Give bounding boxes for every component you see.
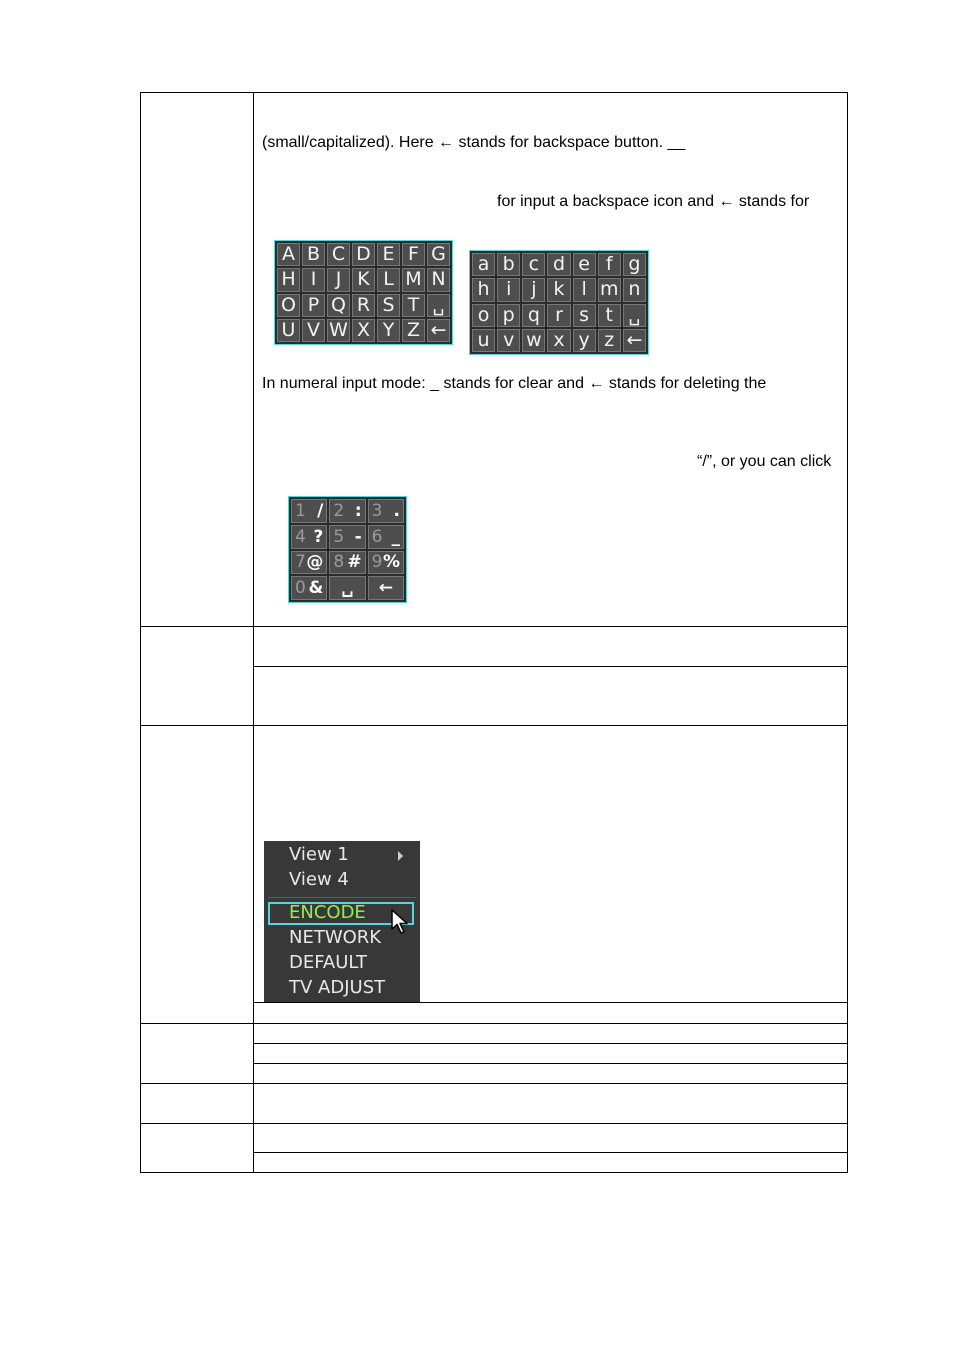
uppercase-key[interactable]: E — [377, 243, 400, 266]
lowercase-key[interactable]: t — [598, 304, 621, 327]
uppercase-key[interactable]: G — [427, 243, 450, 266]
text-line-backspace-icon: for input a backspace icon and ← stands for — [497, 193, 810, 210]
uppercase-key[interactable]: M — [402, 268, 425, 291]
uppercase-keyboard — [274, 240, 453, 345]
lowercase-key[interactable]: l — [573, 278, 596, 301]
numeric-key-digit: 9 — [371, 552, 383, 573]
numeric-key-symbol: % — [382, 552, 400, 573]
lowercase-key[interactable]: h — [472, 278, 495, 301]
text-line-numeral-mode: In numeral input mode: _ stands for clear and ← stands for deleting the — [262, 375, 767, 392]
numeric-key-symbol: ← — [378, 578, 393, 599]
lowercase-key[interactable]: k — [547, 278, 570, 301]
lowercase-key[interactable]: ← — [623, 329, 646, 352]
lowercase-key[interactable]: n — [623, 278, 646, 301]
lowercase-key[interactable]: e — [573, 253, 596, 276]
uppercase-key[interactable]: D — [352, 243, 375, 266]
lowercase-key[interactable]: u — [472, 329, 495, 352]
uppercase-key[interactable]: V — [302, 319, 325, 342]
uppercase-key[interactable]: L — [377, 268, 400, 291]
menu-separator — [268, 897, 416, 898]
lowercase-key[interactable]: d — [547, 253, 570, 276]
lowercase-key[interactable]: q — [522, 304, 545, 327]
uppercase-key[interactable]: J — [327, 268, 350, 291]
lowercase-key[interactable]: b — [497, 253, 520, 276]
uppercase-key[interactable]: R — [352, 294, 375, 317]
numeric-key-digit: 1 — [295, 500, 306, 521]
uppercase-key[interactable]: T — [402, 294, 425, 317]
uppercase-key[interactable]: H — [277, 268, 300, 291]
numeric-key[interactable] — [329, 525, 365, 549]
lowercase-key[interactable]: s — [573, 304, 596, 327]
lowercase-key[interactable]: x — [547, 329, 570, 352]
numeric-key-symbol: - — [354, 526, 362, 547]
numeric-key-digit: 5 — [333, 526, 345, 547]
numeric-key-digit: 3 — [371, 500, 383, 521]
mouse-cursor-icon — [391, 909, 411, 937]
numeric-key-symbol: / — [317, 500, 324, 521]
uppercase-key[interactable]: A — [277, 243, 300, 266]
numeric-key-symbol: & — [308, 578, 324, 599]
lowercase-key[interactable]: o — [472, 304, 495, 327]
numeric-key[interactable] — [368, 576, 404, 600]
numeric-key-digit: 6 — [371, 526, 383, 547]
menu-item-view-4[interactable]: View 4 — [289, 869, 349, 890]
text-line-backspace: (small/capitalized). Here ← stands for backspace button. __ — [262, 134, 686, 151]
numeric-key[interactable] — [291, 499, 327, 523]
lowercase-key[interactable]: z — [598, 329, 621, 352]
lowercase-key[interactable]: i — [497, 278, 520, 301]
numeric-key-symbol: . — [393, 500, 400, 521]
numeric-key[interactable] — [329, 499, 365, 523]
lowercase-keyboard — [469, 250, 649, 355]
numeric-key[interactable] — [291, 576, 327, 600]
menu-item-view-1[interactable]: View 1 — [289, 844, 349, 865]
uppercase-key[interactable]: Z — [402, 319, 425, 342]
numeric-key[interactable] — [368, 525, 404, 549]
numeric-key[interactable] — [329, 551, 365, 575]
numeric-key-symbol: ? — [313, 526, 324, 547]
menu-item-tv-adjust[interactable]: TV ADJUST — [289, 977, 386, 998]
numeric-key[interactable] — [291, 525, 327, 549]
uppercase-key[interactable]: C — [327, 243, 350, 266]
numeric-key[interactable] — [329, 576, 365, 600]
uppercase-key[interactable]: S — [377, 294, 400, 317]
uppercase-key[interactable]: ␣ — [427, 294, 450, 317]
lowercase-key[interactable]: g — [623, 253, 646, 276]
lowercase-key[interactable]: a — [472, 253, 495, 276]
numeric-keyboard — [288, 496, 407, 603]
lowercase-key[interactable]: m — [598, 278, 621, 301]
context-menu — [264, 841, 420, 1002]
lowercase-key[interactable]: c — [522, 253, 545, 276]
uppercase-key[interactable]: ← — [427, 319, 450, 342]
numeric-key-digit: 8 — [333, 552, 345, 573]
uppercase-key[interactable]: W — [327, 319, 350, 342]
numeric-key-digit: 0 — [295, 578, 306, 599]
uppercase-key[interactable]: X — [352, 319, 375, 342]
lowercase-key[interactable]: y — [573, 329, 596, 352]
uppercase-key[interactable]: N — [427, 268, 450, 291]
uppercase-key[interactable]: I — [302, 268, 325, 291]
numeric-key[interactable] — [368, 551, 404, 575]
uppercase-key[interactable]: Q — [327, 294, 350, 317]
uppercase-key[interactable]: O — [277, 294, 300, 317]
uppercase-key[interactable]: B — [302, 243, 325, 266]
lowercase-key[interactable]: j — [522, 278, 545, 301]
numeric-key-symbol: ␣ — [341, 578, 354, 599]
uppercase-key[interactable]: Y — [377, 319, 400, 342]
lowercase-key[interactable]: v — [497, 329, 520, 352]
text-line-slash: “/”, or you can click — [697, 453, 832, 470]
numeric-key[interactable] — [368, 499, 404, 523]
uppercase-key[interactable]: F — [402, 243, 425, 266]
menu-item-network[interactable]: NETWORK — [289, 927, 382, 948]
lowercase-key[interactable]: ␣ — [623, 304, 646, 327]
submenu-arrow-icon — [398, 851, 403, 861]
numeric-key-digit: 7 — [295, 552, 306, 573]
numeric-key-symbol: # — [347, 552, 362, 573]
numeric-key[interactable] — [291, 551, 327, 575]
numeric-key-symbol: @ — [306, 552, 324, 573]
uppercase-key[interactable]: U — [277, 319, 300, 342]
uppercase-key[interactable]: P — [302, 294, 325, 317]
uppercase-key[interactable]: K — [352, 268, 375, 291]
lowercase-key[interactable]: f — [598, 253, 621, 276]
menu-item-default[interactable]: DEFAULT — [289, 952, 367, 973]
numeric-key-symbol: _ — [391, 526, 400, 547]
lowercase-key[interactable]: w — [522, 329, 545, 352]
menu-item-encode[interactable]: ENCODE — [289, 902, 366, 923]
lowercase-key[interactable]: p — [497, 304, 520, 327]
numeric-key-digit: 4 — [295, 526, 306, 547]
lowercase-key[interactable]: r — [547, 304, 570, 327]
numeric-key-digit: 2 — [333, 500, 345, 521]
numeric-key-symbol: : — [354, 500, 362, 521]
